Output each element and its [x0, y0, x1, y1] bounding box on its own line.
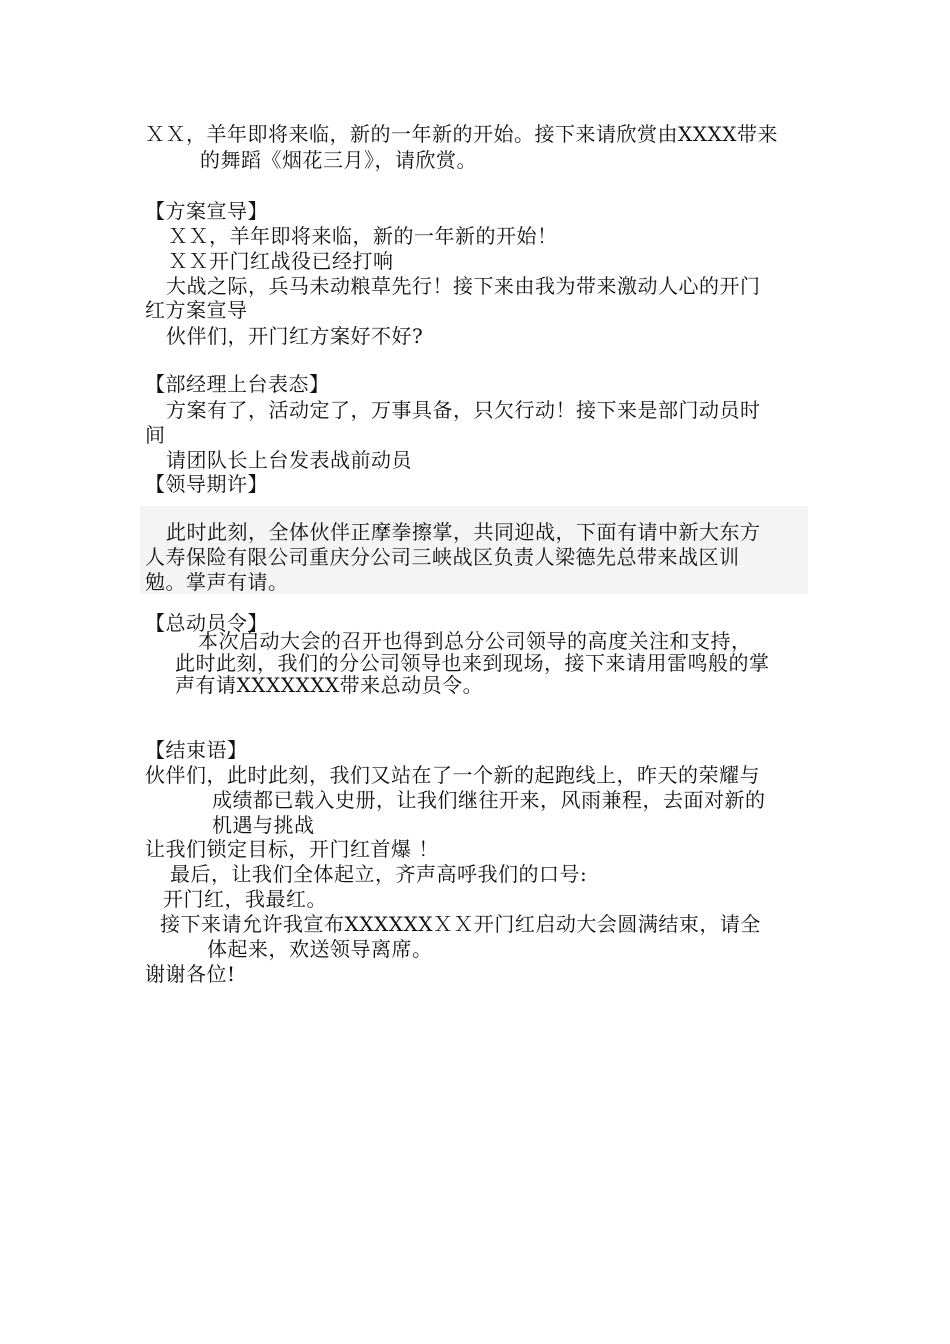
plan-line-2: ＸＸ开门红战役已经打响: [168, 249, 394, 273]
closing-line-8: 体起来，欢送领导离席。: [207, 937, 433, 961]
closing-line-5: 最后，让我们全体起立，齐声高呼我们的口号:: [170, 862, 588, 886]
intro-line-1: ＸＸ，羊年即将来临，新的一年新的开始。接下来请欣赏由XXXX带来: [145, 122, 778, 146]
closing-line-6: 开门红，我最红。: [163, 887, 327, 911]
plan-line-5: 伙伴们，开门红方案好不好?: [166, 324, 424, 348]
manager-line-2: 间: [145, 423, 166, 447]
leader-line-3: 勉。掌声有请。: [145, 570, 289, 594]
closing-line-9: 谢谢各位!: [145, 962, 236, 986]
section-heading-manager: 【部经理上台表态】: [145, 372, 330, 396]
manager-line-3: 请团队长上台发表战前动员: [166, 448, 412, 472]
closing-line-3: 机遇与挑战: [212, 813, 315, 837]
leader-line-2: 人寿保险有限公司重庆分公司三峡战区负责人梁德先总带来战区训: [145, 545, 740, 569]
section-heading-closing: 【结束语】: [145, 738, 248, 762]
mobilize-line-3: 声有请XXXXXXX带来总动员令。: [175, 673, 484, 697]
section-heading-leader: 【领导期许】: [145, 472, 268, 496]
plan-line-3: 大战之际，兵马未动粮草先行！接下来由我为带来激动人心的开门: [166, 274, 761, 298]
closing-line-2: 成绩都已载入史册，让我们继往开来，风雨兼程，去面对新的: [212, 788, 766, 812]
leader-line-1: 此时此刻，全体伙伴正摩拳擦掌，共同迎战，下面有请中新大东方: [166, 520, 761, 544]
closing-line-7: 接下来请允许我宣布XXXXXXＸＸ开门红启动大会圆满结束，请全: [160, 912, 761, 936]
mobilize-line-2: 此时此刻，我们的分公司领导也来到现场，接下来请用雷鸣般的掌: [175, 651, 770, 675]
plan-line-4: 红方案宣导: [145, 298, 248, 322]
closing-line-1: 伙伴们，此时此刻，我们又站在了一个新的起跑线上，昨天的荣耀与: [145, 763, 760, 787]
manager-line-1: 方案有了，活动定了，万事具备，只欠行动！接下来是部门动员时: [166, 398, 761, 422]
section-heading-plan: 【方案宣导】: [145, 199, 268, 223]
plan-line-1: ＸＸ，羊年即将来临，新的一年新的开始！: [168, 224, 558, 248]
section-heading-mobilize: 【总动员令】: [145, 611, 268, 635]
mobilize-line-1: 本次启动大会的召开也得到总分公司领导的高度关注和支持，: [198, 629, 752, 653]
intro-line-2: 的舞蹈《烟花三月》，请欣赏。: [200, 148, 477, 172]
closing-line-4: 让我们锁定目标，开门红首爆 ！: [145, 837, 439, 861]
